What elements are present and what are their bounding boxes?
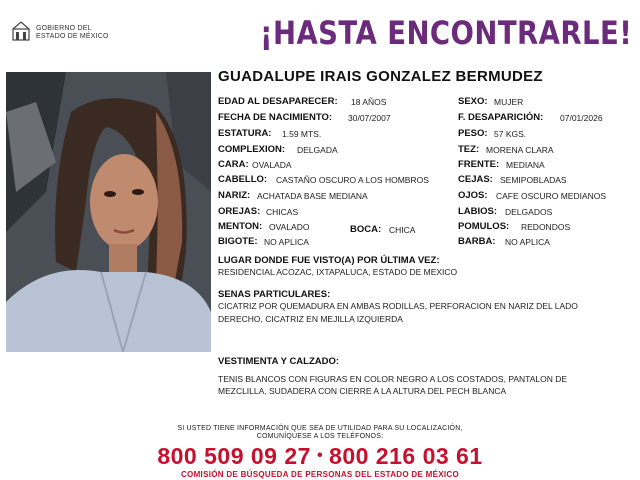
last-seen-label: LUGAR DONDE FUE VISTO(A) POR ÚLTIMA VEZ: (218, 255, 440, 266)
complexion-label: COMPLEXION: (218, 144, 286, 155)
peso-value: 57 KGS. (494, 129, 527, 139)
cabello-value: CASTAÑO OSCURO A LOS HOMBROS (276, 175, 429, 185)
cabello-label: CABELLO: (218, 174, 268, 185)
barba-label: BARBA: (458, 236, 496, 247)
cejas-label: CEJAS: (458, 174, 493, 185)
peso-label: PESO: (458, 128, 488, 139)
commission-name: COMISIÓN DE BÚSQUEDA DE PERSONAS DEL ESTADO DE MÉXICO (180, 470, 459, 479)
state-seal-icon (10, 20, 32, 42)
phone-numbers (0, 443, 640, 470)
phone-separator: • (316, 447, 324, 464)
estatura-value: 1.59 MTS. (282, 129, 322, 139)
clothing-label: VESTIMENTA Y CALZADO: (218, 356, 340, 367)
person-name: GUADALUPE IRAIS GONZALEZ BERMUDEZ (218, 68, 543, 85)
desaparicion-value: 07/01/2026 (560, 113, 603, 123)
contact-note (0, 425, 640, 441)
marks-line-1: CICATRIZ POR QUEMADURA EN AMBAS RODILLAS, PERFORACION EN NARIZ DEL LADO (218, 301, 578, 311)
cejas-value: SEMIPOBLADAS (500, 175, 567, 185)
frente-value: MEDIANA (506, 160, 545, 170)
labios-value: DELGADOS (505, 207, 553, 217)
orejas-label: OREJAS: (218, 206, 261, 217)
phone-number-1[interactable]: 800 509 09 27 (157, 443, 311, 469)
bigote-label: BIGOTE: (218, 236, 258, 247)
nacimiento-label: FECHA DE NACIMIENTO: (218, 112, 332, 123)
frente-label: FRENTE: (458, 159, 500, 170)
logo-line-2: ESTADO DE MÉXICO (36, 33, 109, 40)
labios-label: LABIOS: (458, 206, 498, 217)
nariz-value: ACHATADA BASE MEDIANA (257, 191, 368, 201)
bigote-value: NO APLICA (264, 237, 309, 247)
ojos-value: CAFE OSCURO MEDIANOS (496, 191, 607, 201)
orejas-value: CHICAS (266, 207, 299, 217)
person-photo (6, 72, 211, 352)
nariz-label: NARIZ: (218, 190, 251, 201)
sexo-label: SEXO: (458, 96, 488, 107)
headline: ¡HASTA ENCONTRARLE! (260, 14, 633, 52)
pomulos-value: REDONDOS (521, 222, 571, 232)
last-seen-value: RESIDENCIAL ACOZAC, IXTAPALUCA, ESTADO DE MEXICO (218, 267, 458, 277)
marks-line-2: DERECHO, CICATRIZ EN MEJILLA IZQUIERDA (218, 314, 403, 324)
phone-number-2[interactable]: 800 216 03 61 (329, 443, 483, 469)
cara-value: OVALADA (252, 160, 292, 170)
estatura-label: ESTATURA: (218, 128, 272, 139)
edad-value: 18 AÑOS (351, 97, 387, 107)
ojos-label: OJOS: (458, 190, 488, 201)
contact-note-line-1: SI USTED TIENE INFORMACIÓN QUE SEA DE UTILIDAD PARA SU LOCALIZACIÓN, (177, 425, 463, 432)
contact-note-line-2: COMUNÍQUESE A LOS TELÉFONOS: (256, 433, 384, 440)
complexion-value: DELGADA (297, 145, 338, 155)
logo-line-1: GOBIERNO DEL (36, 25, 92, 32)
boca-label: BOCA: (350, 224, 382, 235)
edad-label: EDAD AL DESAPARECER: (218, 96, 338, 107)
clothing-line-2: MEZCLILLA, SUDADERA CON CIERRE A LA ALTURA DEL PECH BLANCA (218, 386, 507, 396)
desaparicion-label: F. DESAPARICIÓN: (458, 112, 544, 123)
tez-label: TEZ: (458, 144, 480, 155)
menton-label: MENTON: (218, 221, 263, 232)
boca-value: CHICA (389, 225, 416, 235)
marks-label: SENAS PARTICULARES: (218, 289, 331, 300)
menton-value: OVALADO (269, 222, 310, 232)
pomulos-label: POMULOS: (458, 221, 510, 232)
cara-label: CARA: (218, 159, 249, 170)
barba-value: NO APLICA (505, 237, 550, 247)
nacimiento-value: 30/07/2007 (348, 113, 391, 123)
tez-value: MORENA CLARA (486, 145, 554, 155)
sexo-value: MUJER (494, 97, 524, 107)
clothing-line-1: TENIS BLANCOS CON FIGURAS EN COLOR NEGRO A LOS COSTADOS, PANTALON DE (218, 374, 568, 384)
government-logo (10, 18, 120, 48)
